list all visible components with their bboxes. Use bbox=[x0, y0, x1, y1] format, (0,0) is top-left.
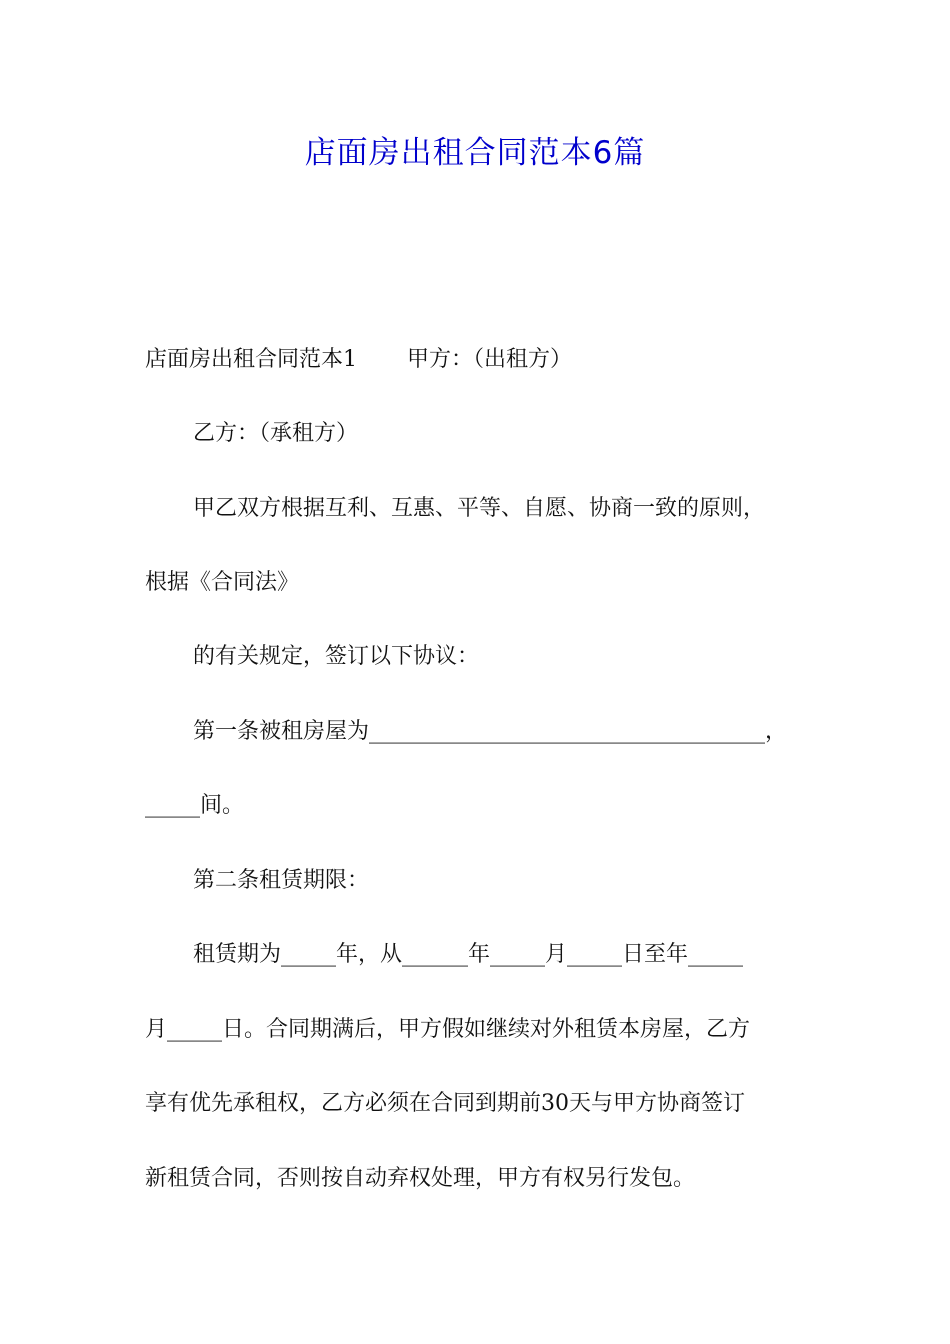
contract-heading: 店面房出租合同范本1 bbox=[145, 347, 357, 372]
document-title: 店面房出租合同范本6篇 bbox=[304, 135, 646, 171]
party-a-label: 甲方：（出租方） bbox=[407, 347, 573, 372]
party-b-label: 乙方：（承租方） bbox=[193, 421, 359, 446]
paragraph-line-3: 甲乙双方根据互利、互惠、平等、自愿、协商一致的原则， bbox=[193, 496, 766, 521]
paragraph-line-1 bbox=[145, 340, 825, 380]
lease-term-line-3: 享有优先承租权，乙方必须在合同到期前30天与甲方协商签订 bbox=[145, 1091, 745, 1116]
lease-term-line-1: 租赁期为_____年，从______年_____月_____日至年_____ bbox=[193, 942, 744, 967]
article-one-line: 第一条被租房屋为____________________________________， bbox=[193, 719, 788, 744]
paragraph-line-5: 的有关规定，签订以下协议： bbox=[193, 644, 480, 669]
lease-term-line-4: 新租赁合同，否则按自动弃权处理，甲方有权另行发包。 bbox=[145, 1166, 696, 1191]
article-two-heading: 第二条租赁期限： bbox=[193, 868, 370, 893]
lease-term-line-2: 月_____日。合同期满后，甲方假如继续对外租赁本房屋，乙方 bbox=[145, 1017, 751, 1042]
paragraph-line-4: 根据《合同法》 bbox=[145, 570, 300, 595]
article-one-continuation: _____间。 bbox=[145, 793, 245, 818]
